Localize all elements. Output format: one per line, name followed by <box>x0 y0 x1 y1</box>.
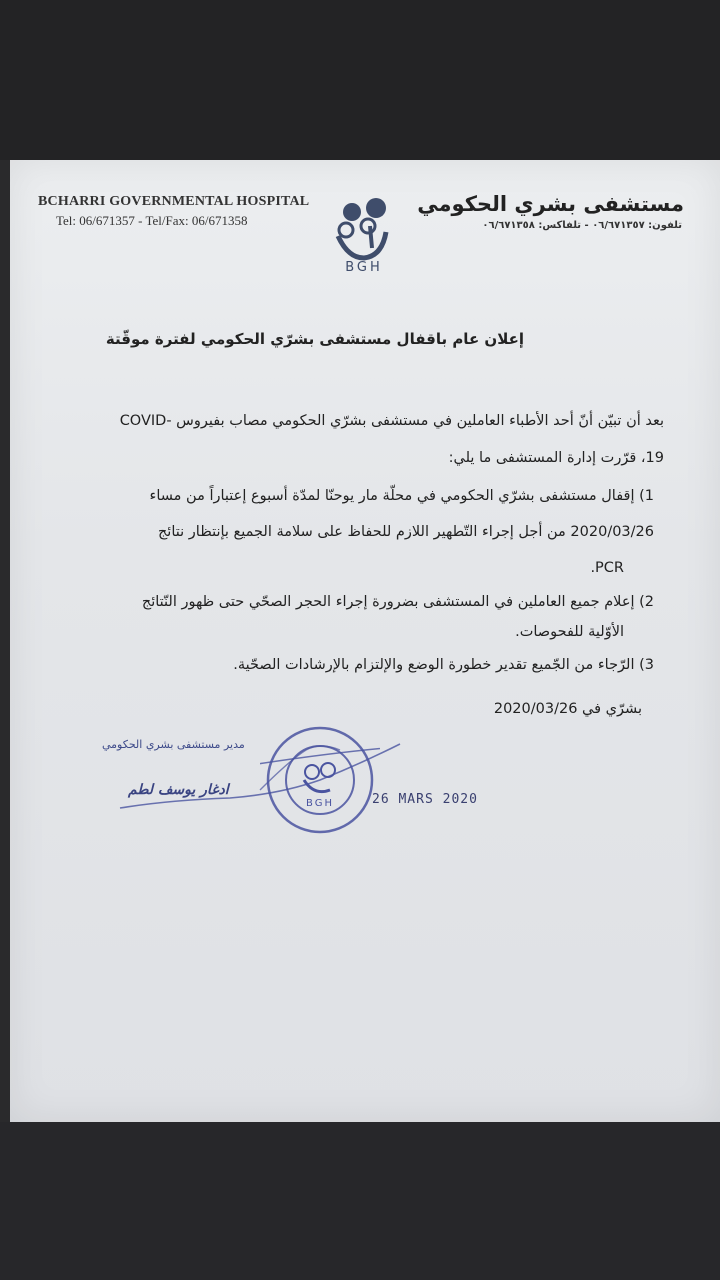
item-2-line-2: الأوّلية للفحوصات. <box>515 624 624 640</box>
document-page <box>10 160 720 1122</box>
intro-line-1: بعد أن تبيّن أنّ أحد الأطباء العاملين في مستشفى بشرّي الحكومي مصاب بفيروس -COVID <box>119 413 664 429</box>
hospital-name-en: BCHARRI GOVERNMENTAL HOSPITAL <box>38 194 310 209</box>
announcement-title: إعلان عام باقفال مستشفى بشرّي الحكومي لفترة موقّتة <box>105 330 524 348</box>
item-1-line-1: 1) إقفال مستشفى بشرّي الحكومي في محلّة مار يوحنّا لمدّة أسبوع إعتباراً من مساء <box>149 488 654 504</box>
hospital-tel-en: Tel: 06/671357 - Tel/Fax: 06/671358 <box>56 213 248 228</box>
item-1-line-3: PCR. <box>590 560 624 576</box>
signature-title: مدير مستشفى بشري الحكومي <box>102 738 245 751</box>
stamp-center-text: BGH <box>306 798 334 809</box>
signature-name: ادغار يوسف لطم <box>128 782 229 798</box>
item-2-line-1: 2) إعلام جميع العاملين في المستشفى بضرورة إجراء الحجر الصحّي حتى ظهور النّتائج <box>141 594 654 610</box>
signature-scribble-icon <box>110 720 410 820</box>
hospital-name-ar: مستشفى بشري الحكومي <box>417 192 684 216</box>
intro-line-2: 19، قرّرت إدارة المستشفى ما يلي: <box>448 450 664 466</box>
item-3-line-1: 3) الرّجاء من الجّميع تقدير خطورة الوضع والإلتزام بالإرشادات الصحّية. <box>233 657 654 673</box>
bottom-black-bar <box>0 1122 720 1280</box>
stamp-date: 26 MARS 2020 <box>372 792 478 807</box>
item-1-line-2: 2020/03/26 من أجل إجراء التّطهير اللازم للحفاظ على سلامة الجميع بإنتظار نتائج <box>157 524 654 540</box>
top-black-bar <box>0 0 720 160</box>
place-and-date: بشرّي في 2020/03/26 <box>493 701 642 717</box>
hospital-tel-ar: تلفون: ٠٦/٦٧١٣٥٧ - تلفاكس: ٠٦/٦٧١٣٥٨ <box>482 220 682 231</box>
logo-text: BGH <box>345 260 383 275</box>
